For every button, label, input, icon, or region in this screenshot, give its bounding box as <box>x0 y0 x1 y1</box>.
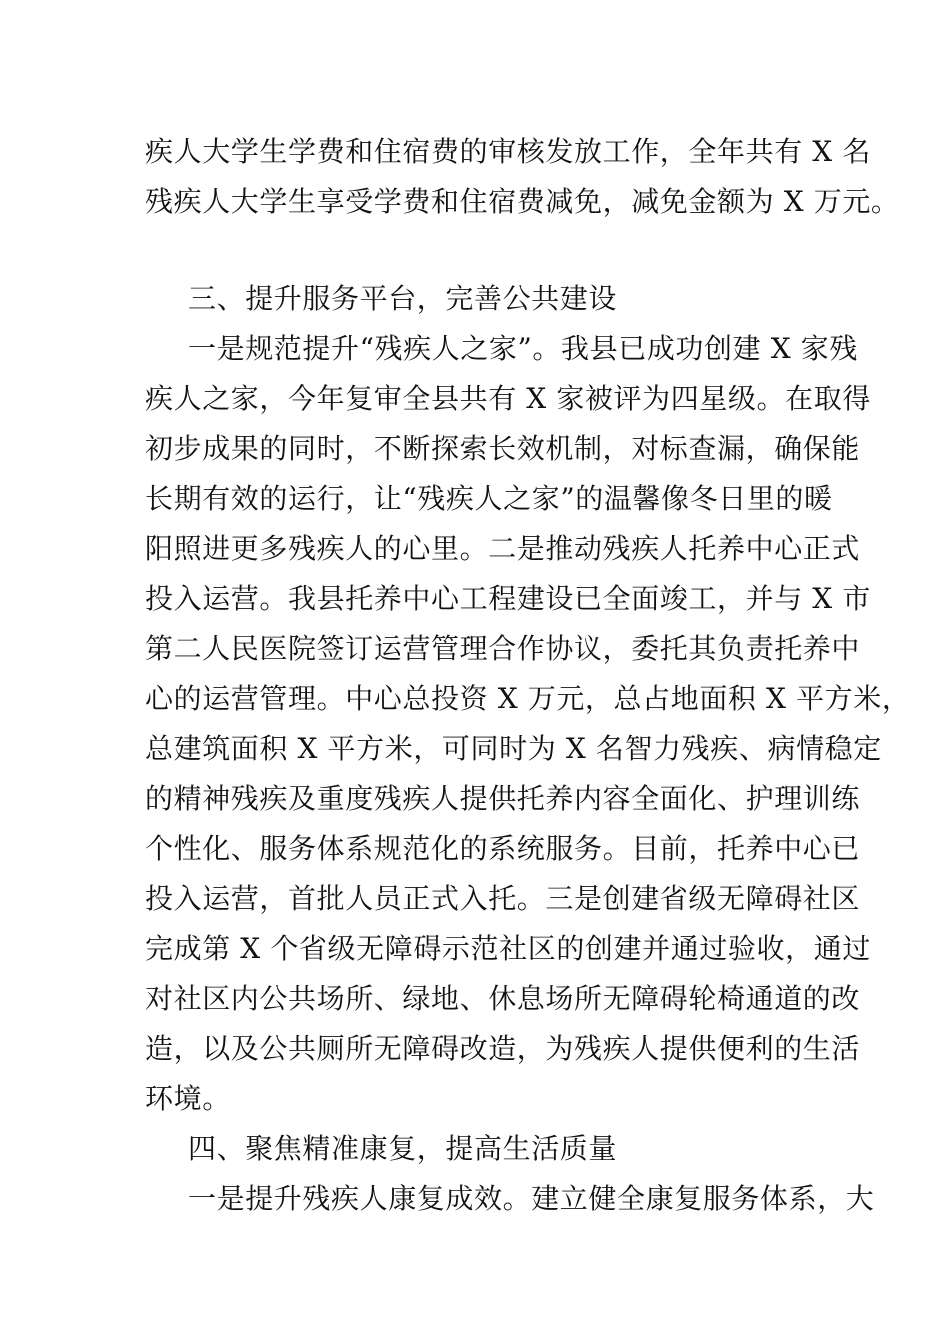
text-line: 长期有效的运行，让“残疾人之家”的温馨像冬日里的暖 <box>145 482 833 515</box>
text-line: 投入运营。我县托养中心工程建设已全面竣工，并与 X 市 <box>145 582 871 615</box>
text-line: 心的运营管理。中心总投资 X 万元，总占地面积 X 平方米， <box>145 682 911 715</box>
text-line: 一是规范提升“残疾人之家”。我县已成功创建 X 家残 <box>188 332 858 365</box>
text-line: 个性化、服务体系规范化的系统服务。目前，托养中心已 <box>145 832 861 865</box>
text-line: 一是提升残疾人康复成效。建立健全康复服务体系，大 <box>188 1182 875 1215</box>
text-line: 环境。 <box>145 1082 231 1115</box>
text-line: 阳照进更多残疾人的心里。二是推动残疾人托养中心正式 <box>145 532 861 565</box>
text-line: 投入运营，首批人员正式入托。三是创建省级无障碍社区 <box>145 882 861 915</box>
text-line: 初步成果的同时，不断探索长效机制，对标查漏，确保能 <box>145 432 861 465</box>
text-line: 第二人民医院签订运营管理合作协议，委托其负责托养中 <box>145 632 861 665</box>
text-line: 疾人之家，今年复审全县共有 X 家被评为四星级。在取得 <box>145 382 871 415</box>
text-line: 完成第 X 个省级无障碍示范社区的创建并通过验收，通过 <box>145 932 871 965</box>
section-heading: 三、提升服务平台，完善公共建设 <box>188 282 618 315</box>
text-line: 总建筑面积 X 平方米，可同时为 X 名智力残疾、病情稳定 <box>145 732 882 765</box>
text-line: 的精神残疾及重度残疾人提供托养内容全面化、护理训练 <box>145 782 861 815</box>
text-line: 造，以及公共厕所无障碍改造，为残疾人提供便利的生活 <box>145 1032 861 1065</box>
text-line: 对社区内公共场所、绿地、休息场所无障碍轮椅通道的改 <box>145 982 861 1015</box>
text-line: 残疾人大学生享受学费和住宿费减免，减免金额为 X 万元。 <box>145 185 900 218</box>
text-line: 疾人大学生学费和住宿费的审核发放工作，全年共有 X 名 <box>145 135 871 168</box>
section-heading: 四、聚焦精准康复，提高生活质量 <box>188 1132 618 1165</box>
